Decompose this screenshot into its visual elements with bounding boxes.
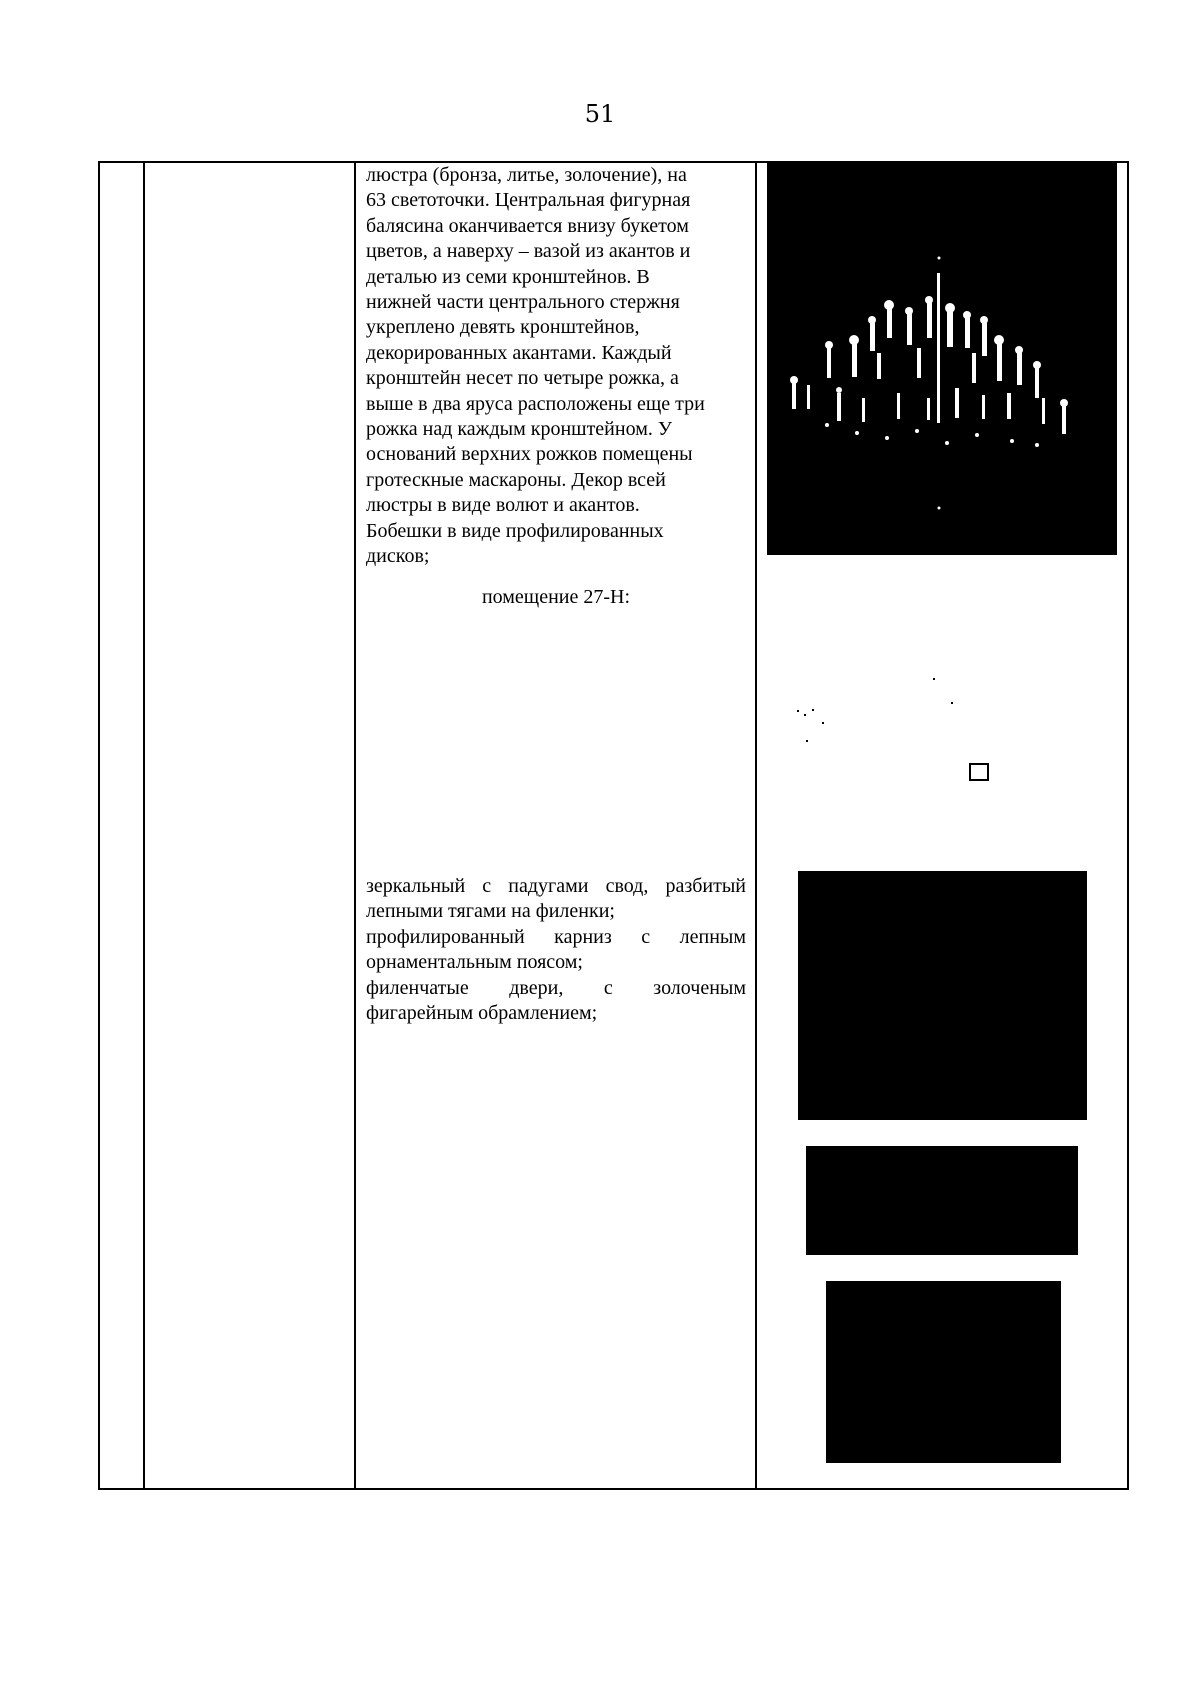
table-column-divider-2 (354, 161, 356, 1490)
scan-speck (812, 709, 814, 711)
scan-speck (822, 722, 824, 724)
description-line: цветов, а наверху – вазой из акантов и (366, 240, 691, 263)
description-line: Бобешки в виде профилированных (366, 519, 664, 542)
description-line: рожка над каждым кронштейном. У (366, 418, 673, 441)
vault-photo (798, 871, 1087, 1120)
page-number: 51 (584, 100, 616, 128)
description-line: кронштейн несет по четыре рожка, а (366, 367, 679, 390)
description-line: балясина оканчивается внизу букетом (366, 214, 689, 237)
list-item-line: лепными тягами на филенки; (366, 900, 615, 923)
description-line: декорированных акантами. Каждый (366, 341, 672, 364)
door-photo (826, 1281, 1061, 1463)
description-line: люстра (бронза, литье, золочение), на (366, 164, 687, 186)
chandelier-photo-graphic (767, 163, 1117, 555)
scan-speck (933, 678, 935, 680)
table-column-divider-1 (143, 161, 145, 1490)
description-line: выше в два яруса расположены еще три (366, 392, 705, 415)
cornice-photo (806, 1146, 1078, 1255)
table-column-divider-3 (755, 161, 757, 1490)
description-line: деталью из семи кронштейнов. В (366, 265, 650, 288)
description-line: дисков; (366, 545, 430, 568)
description-line: 63 светоточки. Центральная фигурная (366, 189, 691, 212)
scan-speck (804, 714, 806, 716)
chandelier-description (366, 163, 746, 570)
description-line: гротескные маскароны. Декор всей (366, 468, 666, 491)
list-item-line: зеркальный с падугами свод, разбитый (366, 875, 746, 897)
description-line: нижней части центрального стержня (366, 291, 680, 314)
room-label: помещение 27-Н: (481, 586, 631, 608)
description-line: люстры в виде волют и акантов. (366, 494, 640, 517)
checkbox-empty-icon (969, 763, 989, 781)
description-line: укреплено девять кронштейнов, (366, 316, 640, 339)
scan-speck (806, 740, 808, 742)
list-item-line: орнаментальным поясом; (366, 951, 583, 974)
list-item-line: филенчатые двери, с золоченым (366, 976, 746, 999)
description-line: оснований верхних рожков помещены (366, 443, 693, 466)
room-elements-list (366, 874, 746, 1026)
list-item-line: профилированный карниз с лепным (366, 925, 746, 948)
list-item-line: фигарейным обрамлением; (366, 1002, 598, 1025)
scan-speck (951, 702, 953, 704)
chandelier-photo (767, 163, 1117, 555)
scan-speck (797, 710, 799, 712)
